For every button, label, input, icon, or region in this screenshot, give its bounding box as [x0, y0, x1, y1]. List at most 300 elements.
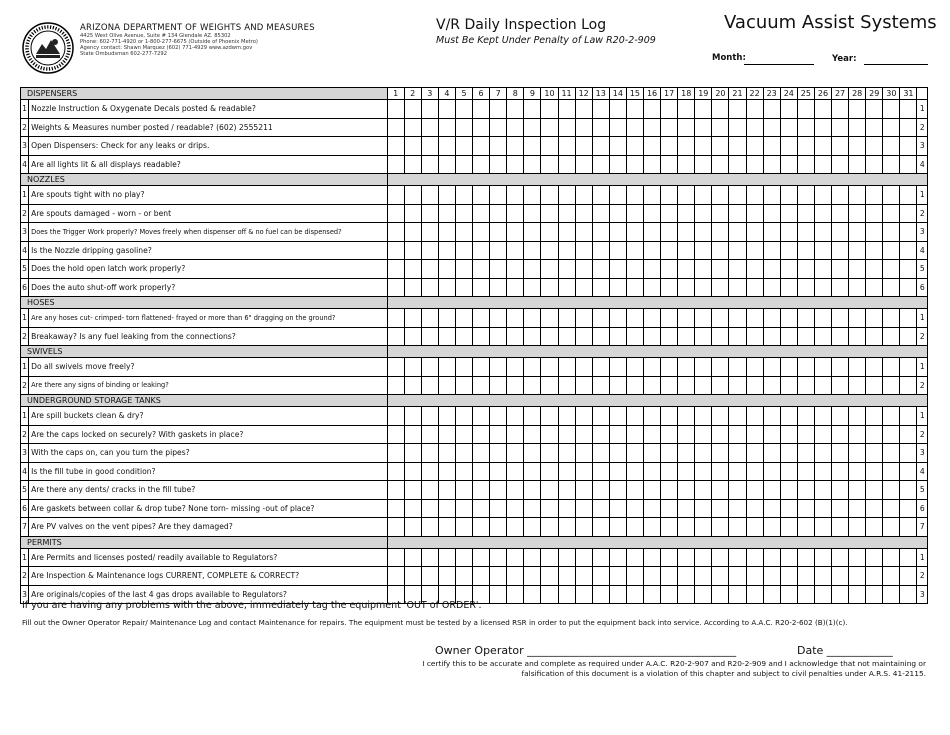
day-check-cell[interactable]	[883, 499, 900, 518]
day-check-cell[interactable]	[592, 425, 609, 444]
day-check-cell[interactable]	[678, 223, 695, 242]
day-check-cell[interactable]	[507, 444, 524, 463]
day-check-cell[interactable]	[473, 327, 490, 346]
day-check-cell[interactable]	[780, 278, 797, 297]
day-check-cell[interactable]	[832, 118, 849, 137]
day-check-cell[interactable]	[541, 223, 558, 242]
day-check-cell[interactable]	[609, 518, 626, 537]
day-check-cell[interactable]	[832, 278, 849, 297]
day-check-cell[interactable]	[455, 204, 472, 223]
day-check-cell[interactable]	[763, 186, 780, 205]
day-check-cell[interactable]	[814, 462, 831, 481]
day-check-cell[interactable]	[421, 204, 438, 223]
day-check-cell[interactable]	[763, 118, 780, 137]
day-check-cell[interactable]	[866, 499, 883, 518]
day-check-cell[interactable]	[814, 499, 831, 518]
day-check-cell[interactable]	[883, 278, 900, 297]
day-check-cell[interactable]	[558, 137, 575, 156]
day-check-cell[interactable]	[763, 100, 780, 119]
day-check-cell[interactable]	[421, 100, 438, 119]
day-check-cell[interactable]	[592, 407, 609, 426]
day-check-cell[interactable]	[780, 376, 797, 395]
day-check-cell[interactable]	[473, 241, 490, 260]
day-check-cell[interactable]	[609, 444, 626, 463]
day-check-cell[interactable]	[626, 358, 643, 377]
day-check-cell[interactable]	[524, 223, 541, 242]
day-check-cell[interactable]	[780, 260, 797, 279]
day-check-cell[interactable]	[849, 204, 866, 223]
day-check-cell[interactable]	[814, 444, 831, 463]
day-check-cell[interactable]	[575, 585, 592, 604]
day-check-cell[interactable]	[558, 499, 575, 518]
day-check-cell[interactable]	[507, 223, 524, 242]
day-check-cell[interactable]	[900, 518, 917, 537]
day-check-cell[interactable]	[900, 223, 917, 242]
day-check-cell[interactable]	[729, 585, 746, 604]
day-check-cell[interactable]	[780, 118, 797, 137]
day-check-cell[interactable]	[797, 444, 814, 463]
day-check-cell[interactable]	[695, 462, 712, 481]
day-check-cell[interactable]	[797, 309, 814, 328]
day-check-cell[interactable]	[455, 481, 472, 500]
day-check-cell[interactable]	[849, 137, 866, 156]
day-check-cell[interactable]	[387, 155, 404, 174]
day-check-cell[interactable]	[866, 278, 883, 297]
day-check-cell[interactable]	[763, 309, 780, 328]
day-check-cell[interactable]	[780, 309, 797, 328]
day-check-cell[interactable]	[626, 309, 643, 328]
day-check-cell[interactable]	[900, 548, 917, 567]
day-check-cell[interactable]	[541, 327, 558, 346]
day-check-cell[interactable]	[490, 137, 507, 156]
day-check-cell[interactable]	[849, 518, 866, 537]
day-check-cell[interactable]	[780, 137, 797, 156]
day-check-cell[interactable]	[404, 241, 421, 260]
day-check-cell[interactable]	[387, 548, 404, 567]
day-check-cell[interactable]	[849, 186, 866, 205]
day-check-cell[interactable]	[438, 518, 455, 537]
day-check-cell[interactable]	[780, 425, 797, 444]
day-check-cell[interactable]	[438, 462, 455, 481]
day-check-cell[interactable]	[558, 155, 575, 174]
day-check-cell[interactable]	[712, 376, 729, 395]
day-check-cell[interactable]	[814, 278, 831, 297]
day-check-cell[interactable]	[712, 100, 729, 119]
day-check-cell[interactable]	[421, 278, 438, 297]
day-check-cell[interactable]	[421, 186, 438, 205]
day-check-cell[interactable]	[883, 358, 900, 377]
day-check-cell[interactable]	[746, 278, 763, 297]
day-check-cell[interactable]	[866, 585, 883, 604]
day-check-cell[interactable]	[729, 567, 746, 586]
day-check-cell[interactable]	[883, 204, 900, 223]
day-check-cell[interactable]	[814, 118, 831, 137]
day-check-cell[interactable]	[883, 223, 900, 242]
day-check-cell[interactable]	[849, 155, 866, 174]
day-check-cell[interactable]	[438, 100, 455, 119]
day-check-cell[interactable]	[473, 518, 490, 537]
day-check-cell[interactable]	[404, 425, 421, 444]
day-check-cell[interactable]	[661, 137, 678, 156]
day-check-cell[interactable]	[404, 186, 421, 205]
day-check-cell[interactable]	[729, 481, 746, 500]
day-check-cell[interactable]	[438, 241, 455, 260]
day-check-cell[interactable]	[695, 137, 712, 156]
day-check-cell[interactable]	[524, 407, 541, 426]
day-check-cell[interactable]	[712, 548, 729, 567]
day-check-cell[interactable]	[883, 241, 900, 260]
day-check-cell[interactable]	[797, 462, 814, 481]
day-check-cell[interactable]	[592, 548, 609, 567]
day-check-cell[interactable]	[626, 118, 643, 137]
day-check-cell[interactable]	[455, 223, 472, 242]
day-check-cell[interactable]	[626, 327, 643, 346]
day-check-cell[interactable]	[729, 462, 746, 481]
day-check-cell[interactable]	[866, 137, 883, 156]
day-check-cell[interactable]	[592, 278, 609, 297]
day-check-cell[interactable]	[763, 499, 780, 518]
day-check-cell[interactable]	[712, 567, 729, 586]
day-check-cell[interactable]	[643, 100, 660, 119]
day-check-cell[interactable]	[729, 186, 746, 205]
day-check-cell[interactable]	[421, 518, 438, 537]
day-check-cell[interactable]	[814, 376, 831, 395]
day-check-cell[interactable]	[524, 100, 541, 119]
day-check-cell[interactable]	[438, 407, 455, 426]
day-check-cell[interactable]	[729, 223, 746, 242]
day-check-cell[interactable]	[678, 204, 695, 223]
day-check-cell[interactable]	[387, 137, 404, 156]
day-check-cell[interactable]	[626, 223, 643, 242]
day-check-cell[interactable]	[455, 567, 472, 586]
day-check-cell[interactable]	[797, 425, 814, 444]
day-check-cell[interactable]	[473, 100, 490, 119]
day-check-cell[interactable]	[849, 481, 866, 500]
day-check-cell[interactable]	[712, 118, 729, 137]
day-check-cell[interactable]	[455, 518, 472, 537]
day-check-cell[interactable]	[490, 548, 507, 567]
owner-operator-signature[interactable]: Owner Operator ______________________________________	[435, 644, 737, 657]
day-check-cell[interactable]	[575, 260, 592, 279]
day-check-cell[interactable]	[695, 327, 712, 346]
day-check-cell[interactable]	[866, 223, 883, 242]
day-check-cell[interactable]	[558, 548, 575, 567]
day-check-cell[interactable]	[695, 260, 712, 279]
day-check-cell[interactable]	[541, 518, 558, 537]
day-check-cell[interactable]	[832, 462, 849, 481]
day-check-cell[interactable]	[455, 241, 472, 260]
day-check-cell[interactable]	[832, 444, 849, 463]
day-check-cell[interactable]	[797, 376, 814, 395]
day-check-cell[interactable]	[455, 186, 472, 205]
day-check-cell[interactable]	[849, 327, 866, 346]
day-check-cell[interactable]	[849, 567, 866, 586]
day-check-cell[interactable]	[490, 567, 507, 586]
day-check-cell[interactable]	[421, 327, 438, 346]
day-check-cell[interactable]	[883, 444, 900, 463]
day-check-cell[interactable]	[661, 327, 678, 346]
day-check-cell[interactable]	[626, 186, 643, 205]
day-check-cell[interactable]	[661, 118, 678, 137]
day-check-cell[interactable]	[797, 499, 814, 518]
day-check-cell[interactable]	[780, 100, 797, 119]
day-check-cell[interactable]	[695, 309, 712, 328]
day-check-cell[interactable]	[507, 278, 524, 297]
day-check-cell[interactable]	[746, 118, 763, 137]
day-check-cell[interactable]	[626, 260, 643, 279]
day-check-cell[interactable]	[643, 155, 660, 174]
day-check-cell[interactable]	[678, 241, 695, 260]
day-check-cell[interactable]	[541, 278, 558, 297]
day-check-cell[interactable]	[661, 444, 678, 463]
day-check-cell[interactable]	[609, 223, 626, 242]
day-check-cell[interactable]	[661, 499, 678, 518]
day-check-cell[interactable]	[609, 585, 626, 604]
day-check-cell[interactable]	[695, 518, 712, 537]
day-check-cell[interactable]	[490, 309, 507, 328]
day-check-cell[interactable]	[438, 204, 455, 223]
day-check-cell[interactable]	[558, 241, 575, 260]
day-check-cell[interactable]	[404, 376, 421, 395]
day-check-cell[interactable]	[490, 260, 507, 279]
day-check-cell[interactable]	[814, 223, 831, 242]
day-check-cell[interactable]	[746, 223, 763, 242]
day-check-cell[interactable]	[524, 567, 541, 586]
day-check-cell[interactable]	[507, 204, 524, 223]
day-check-cell[interactable]	[729, 548, 746, 567]
day-check-cell[interactable]	[575, 137, 592, 156]
day-check-cell[interactable]	[832, 358, 849, 377]
day-check-cell[interactable]	[643, 518, 660, 537]
day-check-cell[interactable]	[626, 425, 643, 444]
day-check-cell[interactable]	[883, 260, 900, 279]
day-check-cell[interactable]	[678, 358, 695, 377]
day-check-cell[interactable]	[695, 186, 712, 205]
day-check-cell[interactable]	[814, 137, 831, 156]
day-check-cell[interactable]	[797, 481, 814, 500]
day-check-cell[interactable]	[643, 499, 660, 518]
day-check-cell[interactable]	[814, 327, 831, 346]
day-check-cell[interactable]	[592, 499, 609, 518]
day-check-cell[interactable]	[849, 425, 866, 444]
day-check-cell[interactable]	[404, 327, 421, 346]
day-check-cell[interactable]	[558, 518, 575, 537]
day-check-cell[interactable]	[404, 407, 421, 426]
day-check-cell[interactable]	[592, 118, 609, 137]
day-check-cell[interactable]	[900, 567, 917, 586]
day-check-cell[interactable]	[780, 462, 797, 481]
day-check-cell[interactable]	[883, 327, 900, 346]
day-check-cell[interactable]	[729, 278, 746, 297]
day-check-cell[interactable]	[421, 425, 438, 444]
day-check-cell[interactable]	[507, 567, 524, 586]
day-check-cell[interactable]	[626, 155, 643, 174]
day-check-cell[interactable]	[746, 186, 763, 205]
day-check-cell[interactable]	[712, 518, 729, 537]
day-check-cell[interactable]	[558, 567, 575, 586]
day-check-cell[interactable]	[524, 309, 541, 328]
day-check-cell[interactable]	[575, 444, 592, 463]
day-check-cell[interactable]	[797, 100, 814, 119]
day-check-cell[interactable]	[866, 118, 883, 137]
day-check-cell[interactable]	[695, 204, 712, 223]
day-check-cell[interactable]	[387, 499, 404, 518]
day-check-cell[interactable]	[814, 155, 831, 174]
day-check-cell[interactable]	[541, 481, 558, 500]
day-check-cell[interactable]	[626, 585, 643, 604]
day-check-cell[interactable]	[746, 499, 763, 518]
day-check-cell[interactable]	[832, 518, 849, 537]
day-check-cell[interactable]	[832, 425, 849, 444]
day-check-cell[interactable]	[797, 137, 814, 156]
day-check-cell[interactable]	[746, 327, 763, 346]
day-check-cell[interactable]	[490, 358, 507, 377]
day-check-cell[interactable]	[473, 462, 490, 481]
day-check-cell[interactable]	[866, 100, 883, 119]
day-check-cell[interactable]	[421, 358, 438, 377]
day-check-cell[interactable]	[541, 407, 558, 426]
day-check-cell[interactable]	[678, 567, 695, 586]
day-check-cell[interactable]	[507, 100, 524, 119]
day-check-cell[interactable]	[832, 204, 849, 223]
day-check-cell[interactable]	[643, 327, 660, 346]
day-check-cell[interactable]	[712, 309, 729, 328]
day-check-cell[interactable]	[421, 137, 438, 156]
day-check-cell[interactable]	[438, 260, 455, 279]
day-check-cell[interactable]	[507, 518, 524, 537]
day-check-cell[interactable]	[575, 241, 592, 260]
day-check-cell[interactable]	[473, 376, 490, 395]
day-check-cell[interactable]	[592, 241, 609, 260]
day-check-cell[interactable]	[541, 155, 558, 174]
day-check-cell[interactable]	[695, 481, 712, 500]
day-check-cell[interactable]	[455, 425, 472, 444]
day-check-cell[interactable]	[712, 204, 729, 223]
day-check-cell[interactable]	[455, 407, 472, 426]
day-check-cell[interactable]	[900, 499, 917, 518]
day-check-cell[interactable]	[455, 548, 472, 567]
day-check-cell[interactable]	[797, 223, 814, 242]
day-check-cell[interactable]	[866, 155, 883, 174]
day-check-cell[interactable]	[558, 358, 575, 377]
day-check-cell[interactable]	[575, 376, 592, 395]
day-check-cell[interactable]	[780, 407, 797, 426]
day-check-cell[interactable]	[883, 481, 900, 500]
day-check-cell[interactable]	[763, 407, 780, 426]
day-check-cell[interactable]	[729, 118, 746, 137]
day-check-cell[interactable]	[712, 462, 729, 481]
day-check-cell[interactable]	[438, 499, 455, 518]
day-check-cell[interactable]	[473, 118, 490, 137]
day-check-cell[interactable]	[592, 444, 609, 463]
day-check-cell[interactable]	[575, 223, 592, 242]
day-check-cell[interactable]	[473, 481, 490, 500]
day-check-cell[interactable]	[763, 585, 780, 604]
day-check-cell[interactable]	[883, 425, 900, 444]
day-check-cell[interactable]	[524, 518, 541, 537]
day-check-cell[interactable]	[661, 155, 678, 174]
day-check-cell[interactable]	[780, 518, 797, 537]
day-check-cell[interactable]	[661, 481, 678, 500]
day-check-cell[interactable]	[780, 585, 797, 604]
day-check-cell[interactable]	[678, 462, 695, 481]
day-check-cell[interactable]	[609, 137, 626, 156]
day-check-cell[interactable]	[473, 204, 490, 223]
day-check-cell[interactable]	[421, 444, 438, 463]
day-check-cell[interactable]	[900, 137, 917, 156]
day-check-cell[interactable]	[900, 260, 917, 279]
day-check-cell[interactable]	[849, 444, 866, 463]
day-check-cell[interactable]	[695, 100, 712, 119]
day-check-cell[interactable]	[746, 260, 763, 279]
day-check-cell[interactable]	[849, 358, 866, 377]
day-check-cell[interactable]	[814, 204, 831, 223]
day-check-cell[interactable]	[712, 155, 729, 174]
day-check-cell[interactable]	[746, 358, 763, 377]
day-check-cell[interactable]	[490, 155, 507, 174]
day-check-cell[interactable]	[763, 376, 780, 395]
day-check-cell[interactable]	[661, 241, 678, 260]
day-check-cell[interactable]	[541, 585, 558, 604]
day-check-cell[interactable]	[541, 204, 558, 223]
day-check-cell[interactable]	[661, 518, 678, 537]
day-check-cell[interactable]	[780, 444, 797, 463]
day-check-cell[interactable]	[866, 376, 883, 395]
day-check-cell[interactable]	[678, 309, 695, 328]
day-check-cell[interactable]	[746, 425, 763, 444]
day-check-cell[interactable]	[866, 407, 883, 426]
day-check-cell[interactable]	[814, 260, 831, 279]
day-check-cell[interactable]	[780, 499, 797, 518]
day-check-cell[interactable]	[661, 100, 678, 119]
day-check-cell[interactable]	[524, 186, 541, 205]
day-check-cell[interactable]	[626, 548, 643, 567]
day-check-cell[interactable]	[797, 260, 814, 279]
day-check-cell[interactable]	[797, 518, 814, 537]
day-check-cell[interactable]	[849, 241, 866, 260]
day-check-cell[interactable]	[729, 137, 746, 156]
day-check-cell[interactable]	[473, 137, 490, 156]
day-check-cell[interactable]	[746, 309, 763, 328]
day-check-cell[interactable]	[575, 204, 592, 223]
day-check-cell[interactable]	[507, 548, 524, 567]
day-check-cell[interactable]	[387, 186, 404, 205]
day-check-cell[interactable]	[661, 260, 678, 279]
day-check-cell[interactable]	[746, 376, 763, 395]
day-check-cell[interactable]	[558, 204, 575, 223]
day-check-cell[interactable]	[455, 260, 472, 279]
day-check-cell[interactable]	[490, 278, 507, 297]
day-check-cell[interactable]	[712, 358, 729, 377]
day-check-cell[interactable]	[541, 137, 558, 156]
day-check-cell[interactable]	[558, 278, 575, 297]
day-check-cell[interactable]	[473, 260, 490, 279]
day-check-cell[interactable]	[541, 444, 558, 463]
day-check-cell[interactable]	[626, 462, 643, 481]
day-check-cell[interactable]	[712, 481, 729, 500]
day-check-cell[interactable]	[473, 155, 490, 174]
day-check-cell[interactable]	[507, 358, 524, 377]
day-check-cell[interactable]	[490, 223, 507, 242]
day-check-cell[interactable]	[575, 100, 592, 119]
day-check-cell[interactable]	[490, 444, 507, 463]
day-check-cell[interactable]	[473, 499, 490, 518]
day-check-cell[interactable]	[473, 444, 490, 463]
day-check-cell[interactable]	[626, 567, 643, 586]
day-check-cell[interactable]	[455, 358, 472, 377]
day-check-cell[interactable]	[678, 100, 695, 119]
day-check-cell[interactable]	[866, 260, 883, 279]
